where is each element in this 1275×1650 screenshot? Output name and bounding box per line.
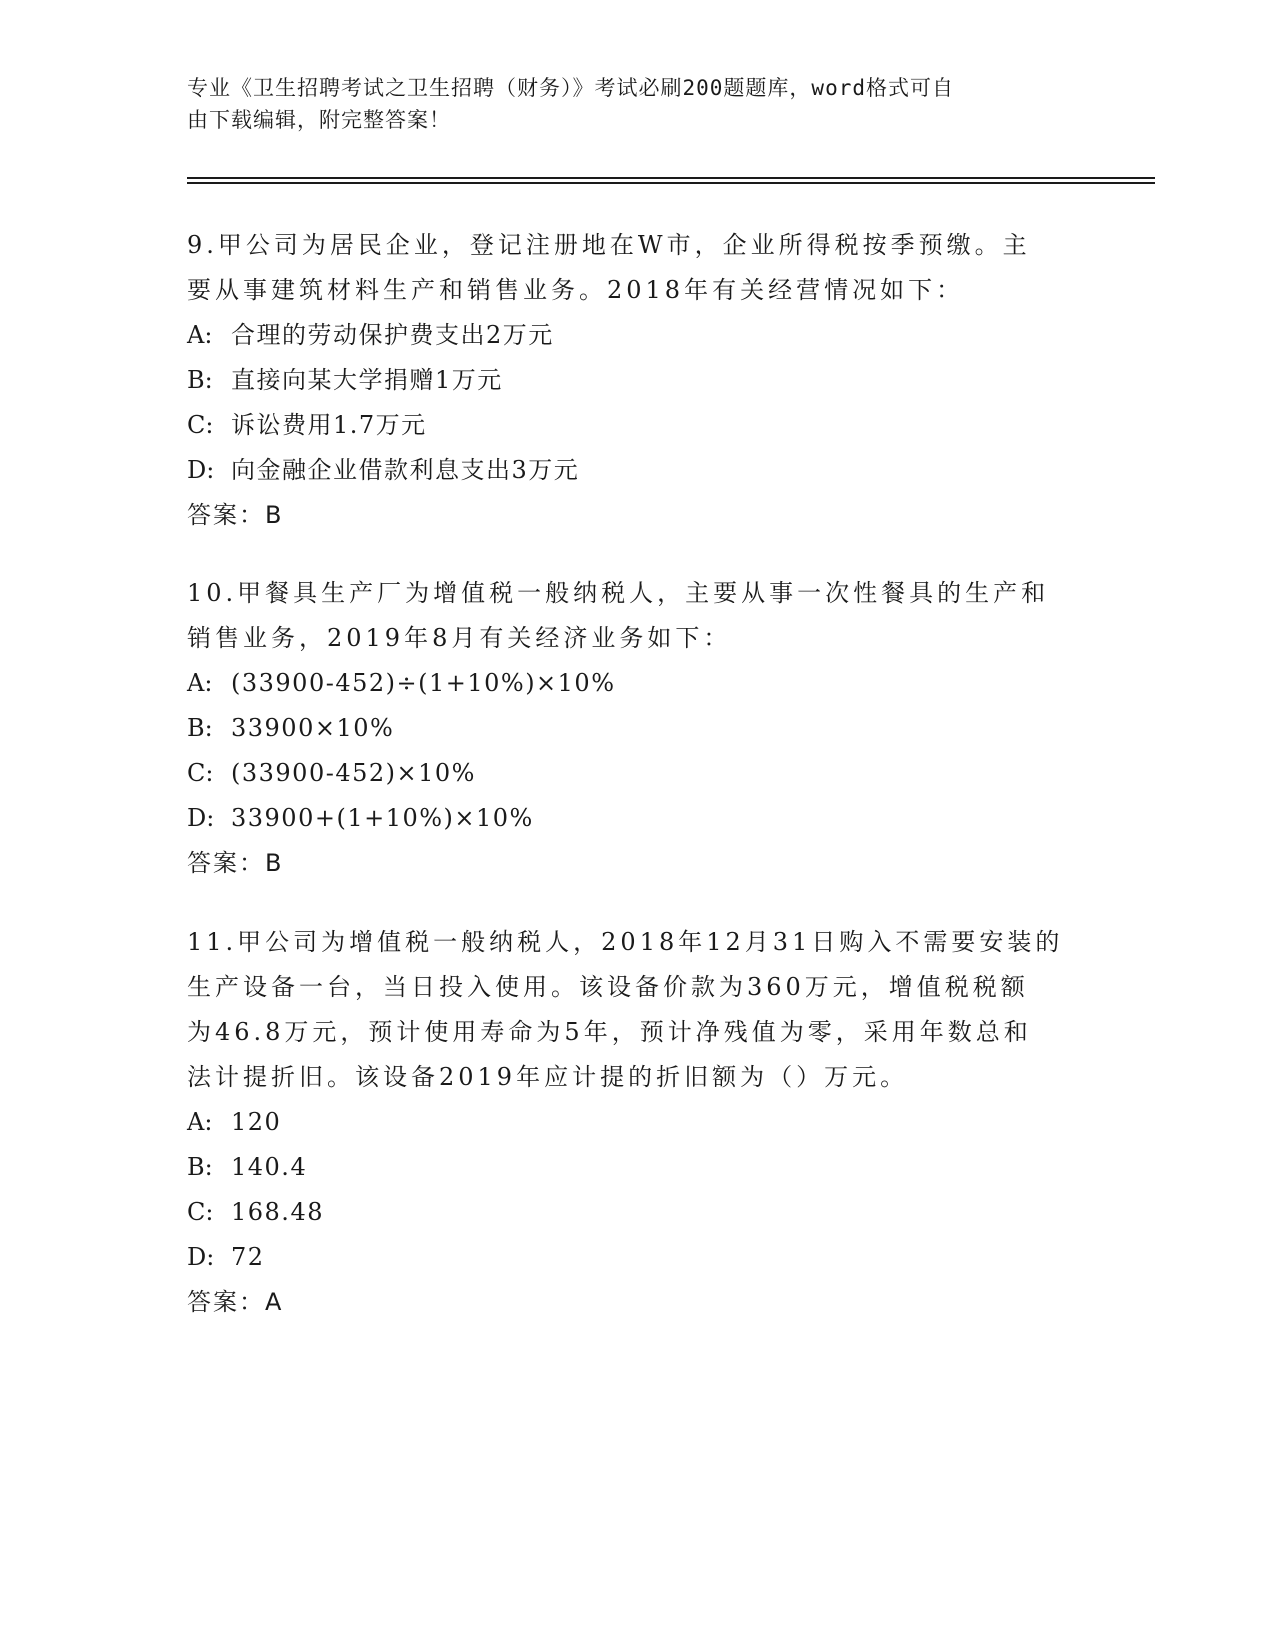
document-header [187,72,1067,136]
question-10 [187,571,1087,886]
option-d [187,796,1087,841]
question-stem-line: 11.甲公司为增值税一般纳税人，2018年12月31日购入不需要安装的 [187,928,1064,956]
option-letter: C: [187,411,214,439]
option-c [187,403,1087,448]
question-11 [187,920,1087,1325]
header-divider-top [187,177,1155,179]
option-d [187,1235,1087,1280]
option-letter: A: [187,321,213,349]
header-divider-bottom [187,182,1155,184]
option-letter: D: [187,456,215,484]
option-letter: D: [187,804,215,832]
option-text: 120 [231,1108,282,1136]
option-d [187,448,1087,493]
question-stem-line: 销售业务，2019年8月有关经济业务如下： [187,624,732,652]
option-letter: B: [187,1153,213,1181]
option-letter: C: [187,1198,214,1226]
option-letter: A: [187,1108,213,1136]
question-stem-line: 法计提折旧。该设备2019年应计提的折旧额为（）万元。 [187,1063,909,1091]
option-text: 33900×10% [231,714,395,742]
option-text: 72 [231,1243,265,1271]
option-text: 168.48 [231,1198,324,1226]
option-text: 诉讼费用1.7万元 [231,411,427,439]
option-text: 直接向某大学捐赠1万元 [231,366,503,394]
option-c [187,1190,1087,1235]
option-text: 向金融企业借款利息支出3万元 [231,456,580,484]
option-text: (33900-452)÷(1+10%)×10% [231,669,616,697]
answer-line: 答案：B [187,501,284,529]
option-letter: A: [187,669,213,697]
option-b [187,358,1087,403]
answer-line: 答案：B [187,849,284,877]
option-text: 140.4 [231,1153,308,1181]
option-c [187,751,1087,796]
header-line-1: 专业《卫生招聘考试之卫生招聘（财务）》考试必刷200题题库，word格式可自 [187,76,954,100]
option-letter: B: [187,366,213,394]
option-text: 合理的劳动保护费支出2万元 [231,321,554,349]
option-text: (33900-452)×10% [231,759,476,787]
option-letter: D: [187,1243,215,1271]
question-stem-line: 10.甲餐具生产厂为增值税一般纳税人，主要从事一次性餐具的生产和 [187,579,1050,607]
option-b [187,706,1087,751]
question-stem-line: 9.甲公司为居民企业，登记注册地在W市，企业所得税按季预缴。主 [187,231,1031,259]
header-line-2: 由下载编辑，附完整答案！ [187,108,451,132]
option-letter: B: [187,714,213,742]
question-stem-line: 要从事建筑材料生产和销售业务。2018年有关经营情况如下： [187,276,965,304]
answer-line: 答案：A [187,1288,284,1316]
option-letter: C: [187,759,214,787]
question-stem-line: 为46.8万元，预计使用寿命为5年，预计净残值为零，采用年数总和 [187,1018,1032,1046]
option-a [187,1100,1087,1145]
question-stem-line: 生产设备一台，当日投入使用。该设备价款为360万元，增值税税额 [187,973,1029,1001]
option-a [187,661,1087,706]
option-a [187,313,1087,358]
option-b [187,1145,1087,1190]
question-9 [187,223,1087,538]
option-text: 33900+(1+10%)×10% [231,804,534,832]
